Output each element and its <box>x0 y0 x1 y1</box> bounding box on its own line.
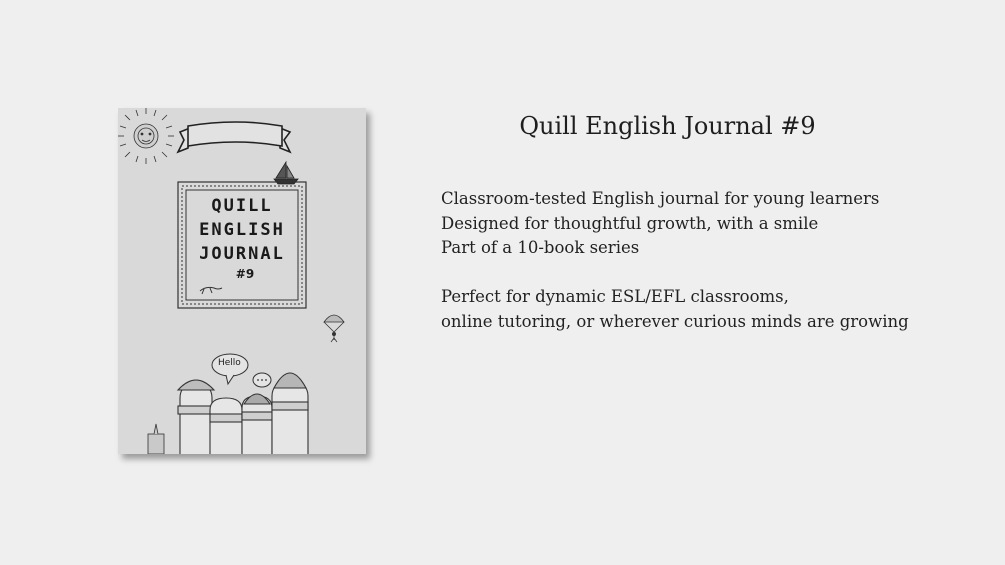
cover-title <box>178 182 306 308</box>
ribbon-banner <box>178 122 290 152</box>
cover-title-line-3: JOURNAL <box>199 244 285 264</box>
speech-bubble-text: Hello <box>218 358 241 368</box>
page-title: Quill English Journal #9 <box>519 112 816 140</box>
cover-title-line-1: QUILL <box>211 196 273 216</box>
parachute-icon <box>324 315 344 342</box>
sailboat-icon <box>274 162 298 184</box>
sun-icon <box>118 108 174 164</box>
cover-title-line-2: ENGLISH <box>199 220 285 240</box>
description-line-5: online tutoring, or wherever curious minds are growing <box>441 311 909 331</box>
description-line-4: Perfect for dynamic ESL/EFL classrooms, <box>441 287 789 306</box>
cup-icon <box>148 424 164 454</box>
bears-illustration <box>178 373 308 454</box>
description-line-1: Classroom-tested English journal for young learners <box>441 189 880 208</box>
book-cover <box>118 108 366 454</box>
cover-number: #9 <box>235 267 255 281</box>
description <box>441 187 911 334</box>
spacer <box>441 261 911 286</box>
ellipsis-icon <box>257 379 267 381</box>
description-line-2: Designed for thoughtful growth, with a smile <box>441 213 819 233</box>
description-line-3: Part of a 10-book series <box>441 238 640 257</box>
